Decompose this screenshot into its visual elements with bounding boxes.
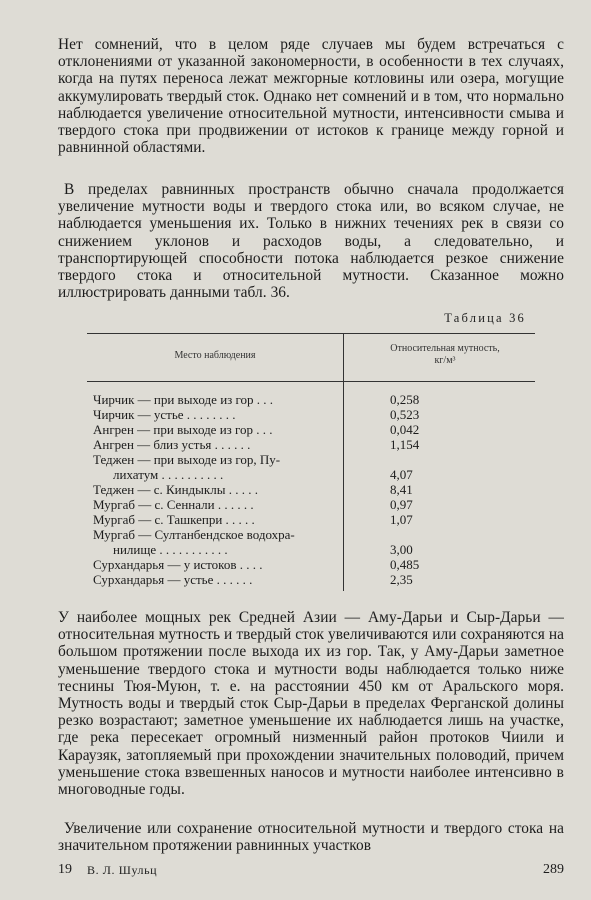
table-cell-place: Чирчик — при выходе из гор . . .	[93, 392, 274, 407]
table-body	[93, 392, 533, 587]
table-cell-value: 8,41	[390, 482, 413, 497]
table-header-place: Место наблюдения	[174, 350, 256, 361]
table-cell-place: нилище . . . . . . . . . . .	[113, 542, 228, 557]
table-cell-place: Теджен — при выходе из гор, Пу-	[93, 452, 281, 467]
table-cell-value: 0,258	[390, 392, 420, 407]
paragraph-2: В пределах равнинных пространств обычно сначала продолжается увеличение мутности воды и твердого стока или, во всяком случае, не наблюдается уменьшения их. Только в нижних течениях рек в связи со снижением уклонов и расходов воды, а следовательно, и транспортирующей способности потока наблюдается резкое снижение твердого стока и относительной мутности. Сказанное можно иллюстрировать данными табл. 36.	[58, 181, 564, 302]
table-top-rule	[87, 333, 535, 334]
table-cell-place: Чирчик — устье . . . . . . . .	[93, 407, 236, 422]
table-row	[93, 497, 533, 512]
table-row	[93, 437, 533, 452]
table-cell-value: 2,35	[390, 572, 413, 587]
paragraph-1: Нет сомнений, что в целом ряде случаев мы будем встречаться с отклонениями от указанной закономерности, в особенности в тех случаях, когда на путях переноса лежат межгорные котловины или озера, могущие аккумулировать твердый сток. Однако нет сомнений и в том, что нормально наблюдается увеличение относительной мутности, интенсивности смыва и твердого стока при продвижении от истоков к границе между горной и равнинной областями.	[58, 36, 564, 157]
table-header-rule	[87, 381, 535, 382]
table-cell-place: лихатум . . . . . . . . . .	[113, 467, 224, 482]
table-cell-place: Сурхандарья — устье . . . . . .	[93, 572, 253, 587]
table-cell-place: Ангрен — близ устья . . . . . .	[93, 437, 251, 452]
table-header-turbidity-label: Относительная мутность,	[390, 343, 500, 354]
table-row	[93, 557, 533, 572]
table-row	[93, 482, 533, 497]
footer-author: В. Л. Шульц	[87, 863, 158, 877]
paragraph-3: У наиболее мощных рек Средней Азии — Аму-Дарьи и Сыр-Дарьи — относительная мутность и твердый сток увеличиваются или сохраняются на большом протяжении после выхода их из гор. Так, у Аму-Дарьи заметное уменьшение твердого стока и мутности воды наблюдается только ниже теснины Тюя-Муюн, т. е. на расстоянии 450 км от Аральского моря. Мутность воды и твердый сток Сыр-Дарьи в пределах Ферганской долины резко возрастают; заметное уменьшение их наблюдается лишь на участке, где река пересекает огромный низменный район протоков Чиили и Караузяк, затопляемый при прохождении значительных половодий, причем уменьшение стока взвешенных наносов и мутности наиболее интенсивно в многоводные годы.	[58, 609, 564, 799]
table-cell-place: Мургаб — Султанбендское водохра-	[93, 527, 295, 542]
table-cell-value: 0,97	[390, 497, 413, 512]
table-caption: Таблица 36	[444, 311, 526, 325]
table-cell-value: 0,042	[390, 422, 420, 437]
table-row	[93, 572, 533, 587]
table-header-turbidity	[350, 343, 540, 367]
table-cell-value: 3,00	[390, 542, 413, 557]
table-cell-value: 0,485	[390, 557, 420, 572]
table-header-turbidity-unit: кг/м³	[434, 355, 456, 366]
table-cell-place: Сурхандарья — у истоков . . . .	[93, 557, 263, 572]
table-row	[93, 512, 533, 527]
table-row	[93, 392, 533, 407]
table-row	[93, 422, 533, 437]
page-number: 289	[543, 862, 564, 877]
paragraph-4: Увеличение или сохранение относительной мутности и твердого стока на значительном протяжении равнинных участков	[58, 820, 564, 855]
table-cell-place: Мургаб — с. Сеннали . . . . . .	[93, 497, 254, 512]
table-cell-place: Ангрен — при выходе из гор . . .	[93, 422, 273, 437]
table-cell-value: 0,523	[390, 407, 420, 422]
signature-mark: 19	[58, 862, 72, 877]
table-cell-value: 4,07	[390, 467, 413, 482]
page-footer	[58, 862, 564, 880]
table-row	[93, 542, 533, 557]
table-row	[93, 407, 533, 422]
table-row	[93, 452, 533, 467]
table-row	[93, 467, 533, 482]
table-cell-place: Мургаб — с. Ташкепри . . . . .	[93, 512, 255, 527]
table-row	[93, 527, 533, 542]
table-cell-value: 1,07	[390, 512, 413, 527]
table-cell-value: 1,154	[390, 437, 420, 452]
table-cell-place: Теджен — с. Киндыклы . . . . .	[93, 482, 258, 497]
